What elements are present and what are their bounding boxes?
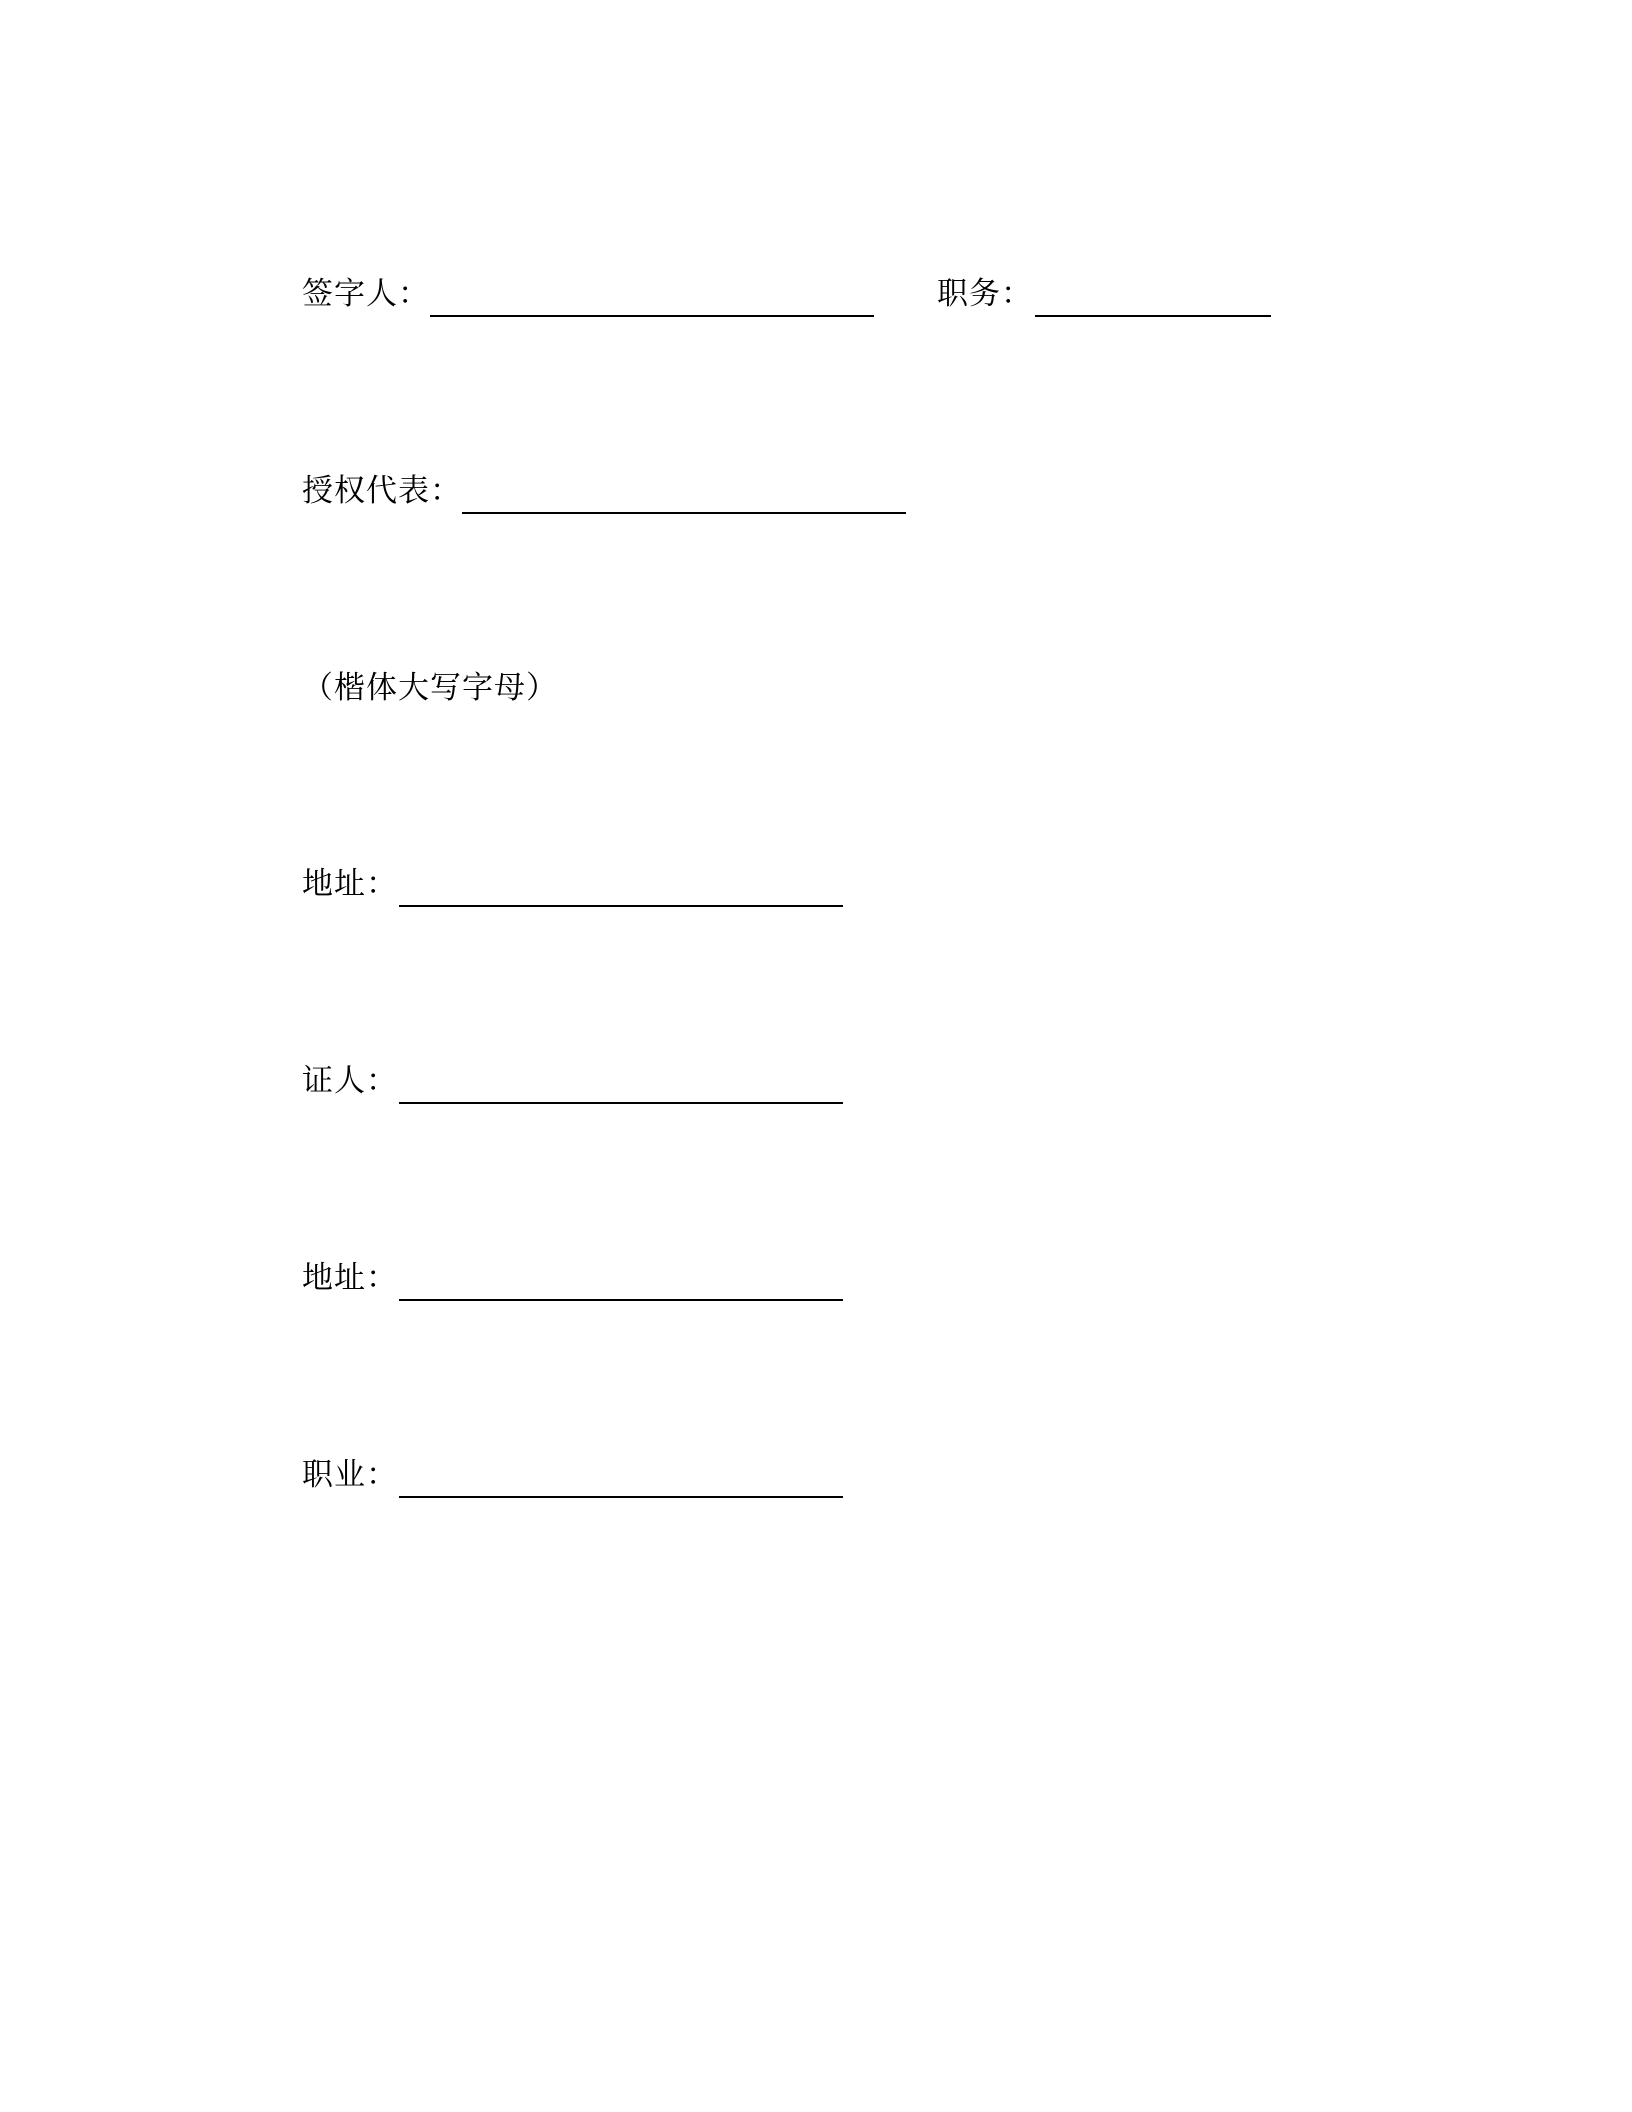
witness-address-field[interactable] bbox=[399, 1299, 843, 1301]
authorized-representative-field[interactable] bbox=[462, 512, 906, 514]
witness-label: 证人： bbox=[302, 1063, 398, 1099]
witness-address-label: 地址： bbox=[302, 1260, 398, 1296]
witness-field[interactable] bbox=[399, 1102, 843, 1104]
block-letters-note: （楷体大写字母） bbox=[302, 670, 558, 706]
signer-label: 签字人： bbox=[302, 276, 430, 312]
position-field[interactable] bbox=[1035, 315, 1271, 317]
signer-field[interactable] bbox=[430, 315, 874, 317]
address-label: 地址： bbox=[302, 866, 398, 902]
authorized-representative-label: 授权代表： bbox=[302, 473, 462, 509]
occupation-label: 职业： bbox=[302, 1457, 398, 1493]
position-label: 职务： bbox=[937, 276, 1033, 312]
address-field[interactable] bbox=[399, 905, 843, 907]
occupation-field[interactable] bbox=[399, 1496, 843, 1498]
